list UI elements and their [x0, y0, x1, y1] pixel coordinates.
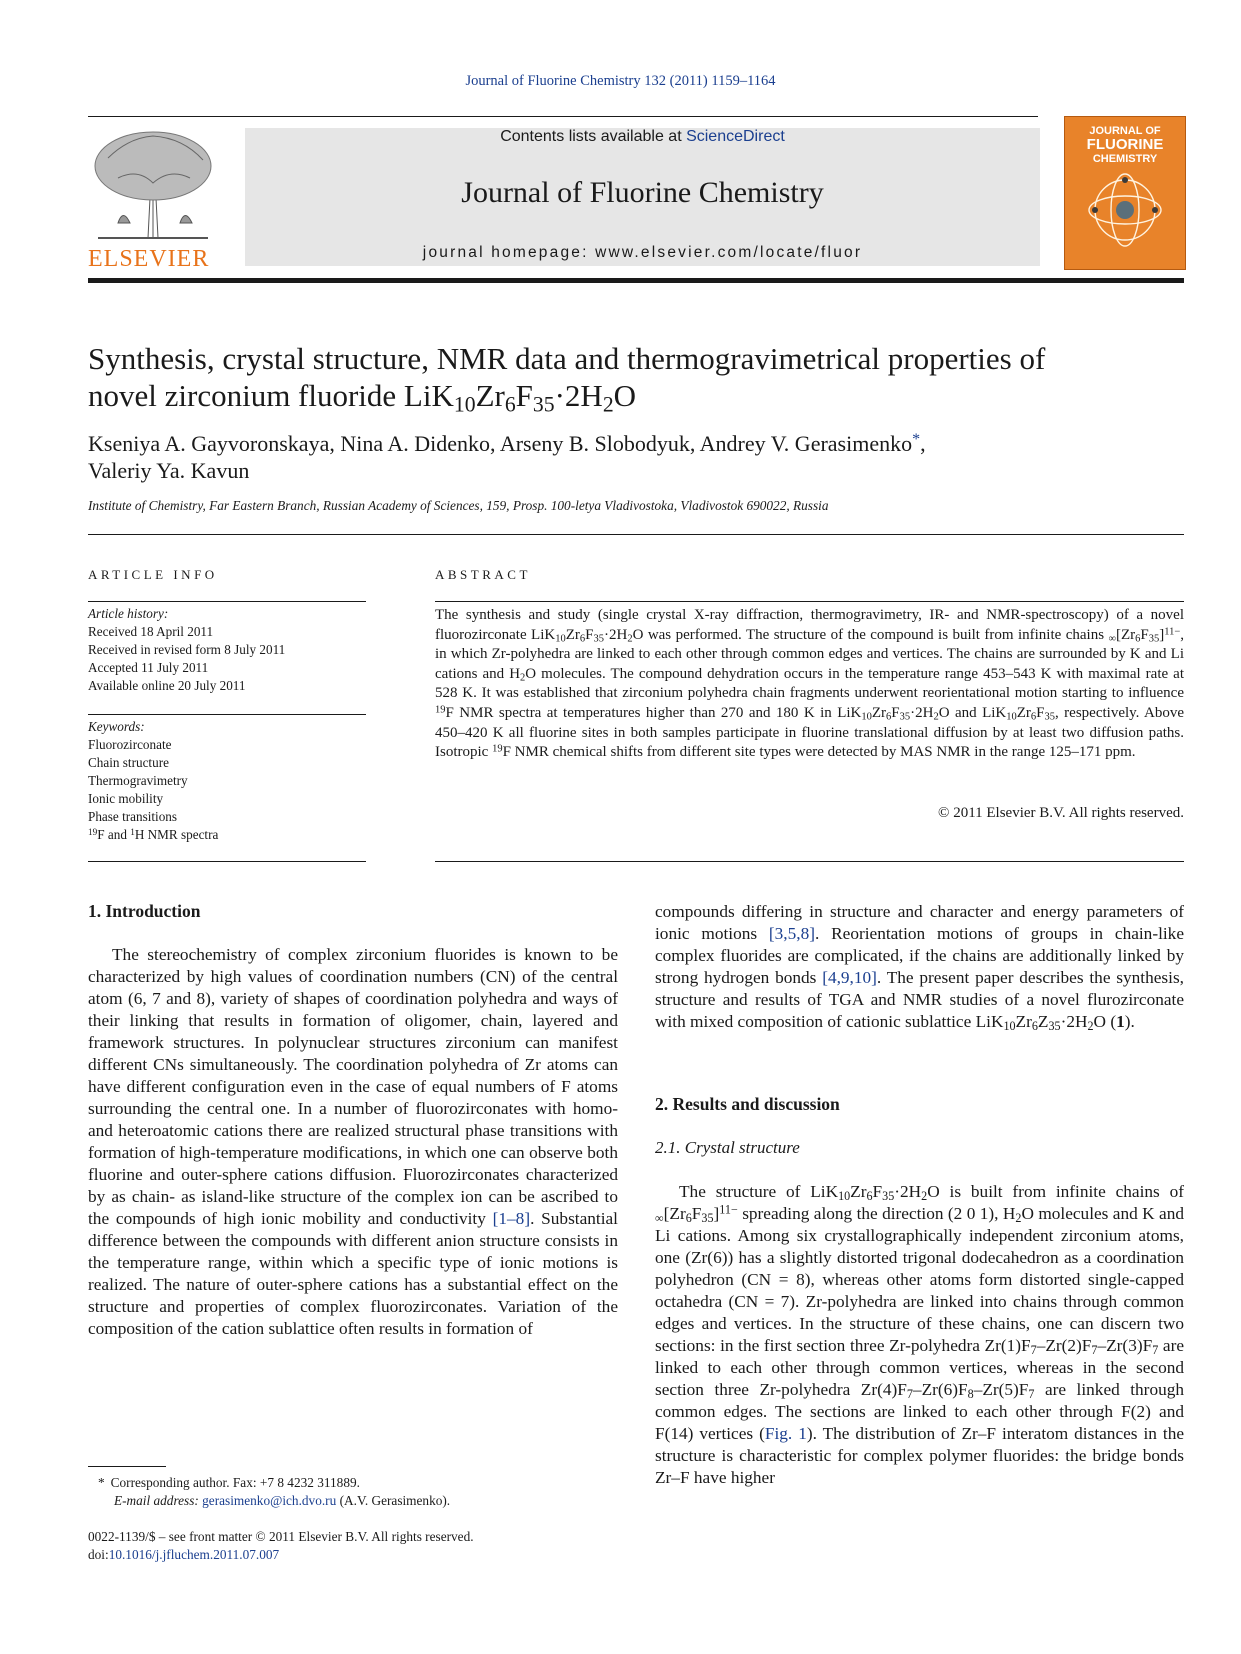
journal-homepage[interactable]: journal homepage: www.elsevier.com/locate/fluor: [422, 244, 863, 261]
abstract-rule: [435, 601, 1184, 602]
title-line1: Synthesis, crystal structure, NMR data and thermogravimetrical properties of: [88, 341, 1046, 376]
keyword: Phase transitions: [88, 809, 178, 824]
citation-link[interactable]: [3,5,8]: [768, 924, 815, 943]
header-top-rule: [88, 116, 1038, 117]
figure-link[interactable]: Fig. 1: [764, 1424, 807, 1443]
crystal-structure-paragraph: The structure of $LiK_{10}Zr_6F_{35}\cdot 2H_2O$ is built from infinite chains of $_\infty[Zr_6F_{35}]^{11-}$ spreading along the direction (2 0 1), $H_2O$ molecules and K and Li cations. Among six crystallographically independent zirconium atoms, one (Zr(6)) has a slightly distorted trigonal dodecahedron as a coordination polyhedron (CN = 8), whereas other atoms form distorted single-capped octahedra (CN = 7). Zr-polyhedra are linked into chains through common edges and vertices. In the structure of these chains, one can discern two sections: in the first section three Zr-polyhedra $Zr(1)F_7-Zr(2)F_7-Zr(3)F_7$ are linked to each other through common vertices, whereas in the second section three Zr-polyhedra $Zr(4)F_7-Zr(6)F_8-Zr(5)F_7$ are linked through common edges. The sections are linked to each other through F(2) and F(14) vertices (Fig. 1). The distribution of Zr–F interatom distances in the structure is characteristic for complex polymer fluorides: the bridge bonds Zr–F have higher: [655, 1182, 1185, 1487]
author-list: Kseniya A. Gayvoronskaya, Nina A. Didenko, Arseny B. Slobodyuk, Andrey V. Gerasimenko*, Valeriy Ya. Kavun: [88, 430, 1188, 484]
keyword: Ionic mobility: [88, 791, 164, 806]
elsevier-wordmark: ELSEVIER: [88, 246, 210, 272]
footnote: [98, 1474, 618, 1510]
corresponding-author-mark[interactable]: *: [912, 430, 921, 448]
issn-line: 0022-1139/$ – see front matter © 2011 Elsevier B.V. All rights reserved.: [88, 1529, 474, 1544]
journal-cover[interactable]: [1064, 116, 1186, 270]
cover-title-line3: CHEMISTRY: [1092, 153, 1158, 165]
contents-line: [245, 128, 1040, 146]
header-thick-rule: [88, 278, 1184, 283]
elsevier-tree-icon: [88, 128, 218, 240]
abstract-text: The synthesis and study (single crystal X-ray diffraction, thermogravimetry, IR- and NMR-spectroscopy) of a novel fluorozirconate $LiK_{10}Zr_6F_{35}\cdot 2H_2O$ was performed. The structure of the compound is built from infinite chains $_\infty[Zr_6F_{35}]^{11-}$, in which Zr-polyhedra are linked to each other through common edges and vertices. The chains are surrounded by K and Li cations and $H_2O$ molecules. The compound dehydration occurs in the temperature range 453–543 K with maximal rate at 528 K. It was established that zirconium polyhedra chain fragments underwent reorientational motion starting to influence $^{19}$F NMR spectra at temperatures higher than 270 and 180 K in $LiK_{10}Zr_6F_{35}\cdot 2H_2O$ and $LiK_{10}Zr_6F_{35}$, respectively. Above 450–420 K all fluorine sites in both samples participate in fluorine translational diffusion by at least two diffusion paths. Isotropic $^{19}$F NMR chemical shifts from different site types were detected by MAS NMR in the range 125–171 ppm.: [435, 607, 1185, 761]
atom-icon: [1065, 165, 1185, 255]
doi-link[interactable]: 10.1016/j.jfluchem.2011.07.007: [108, 1547, 280, 1562]
affiliation-rule: [88, 534, 1184, 535]
title-line2: novel zirconium fluoride $LiK_{10}Zr_6F_{35}\cdot 2H_2O$: [88, 378, 637, 417]
article-history: [88, 605, 368, 695]
elsevier-logo: [88, 128, 218, 272]
citation-link[interactable]: [4,9,10]: [822, 968, 877, 987]
journal-title: Journal of Fluorine Chemistry: [461, 176, 824, 209]
journal-citation[interactable]: Journal of Fluorine Chemistry 132 (2011) 1159–1164: [465, 73, 776, 89]
abstract-copyright: © 2011 Elsevier B.V. All rights reserved.: [938, 805, 1184, 821]
citation-link[interactable]: [1–8]: [492, 1209, 531, 1228]
footnote-corresponding: Corresponding author. Fax: +7 8 4232 311889.: [110, 1475, 360, 1490]
article-info-heading: ARTICLE INFO: [88, 567, 218, 582]
email-label: E-mail address:: [114, 1493, 203, 1508]
keyword: Thermogravimetry: [88, 773, 188, 788]
intro-heading: 1. Introduction: [88, 901, 201, 921]
history-revised: Received in revised form 8 July 2011: [88, 642, 286, 657]
history-received: Received 18 April 2011: [88, 624, 214, 639]
sciencedirect-link[interactable]: ScienceDirect: [686, 128, 785, 145]
abstract-heading: ABSTRACT: [435, 567, 531, 582]
issn-block: [88, 1528, 648, 1564]
email-suffix: (A.V. Gerasimenko).: [336, 1493, 451, 1508]
footnote-rule: [88, 1466, 166, 1467]
keyword: Chain structure: [88, 755, 169, 770]
authors-line1: Kseniya A. Gayvoronskaya, Nina A. Didenko, Arseny B. Slobodyuk, Andrey V. Gerasimenko: [88, 431, 913, 456]
keyword: $^{19}$F and $^1$H NMR spectra: [88, 826, 219, 842]
keyword: Fluorozirconate: [88, 737, 172, 752]
history-label: Article history:: [88, 606, 169, 621]
contents-prefix: Contents lists available at: [500, 128, 687, 145]
authors-line2: Valeriy Ya. Kavun: [88, 458, 250, 483]
abstract-bottom-rule: [435, 861, 1184, 862]
history-online: Available online 20 July 2011: [88, 678, 246, 693]
keywords-rule: [88, 714, 366, 715]
crystal-heading: 2.1. Crystal structure: [655, 1138, 800, 1157]
history-accepted: Accepted 11 July 2011: [88, 660, 209, 675]
intro-paragraph: The stereochemistry of complex zirconium fluorides is known to be characterized by high values of coordination numbers (CN) of the central atom (6, 7 and 8), variety of shapes of coordination polyhedra and ways of their linking that results in formation of oligomer, chain, layered and framework structures. In polynuclear structures zirconium can manifest different CNs simultaneously. The coordination polyhedra of Zr atoms can have different configuration even in the case of equal numbers of F atoms surrounding the central one. In a number of fluorozirconates with homo- and heteroatomic cations there are realized structural phase transitions with formation of high-temperature modifications, in which one can observe both fluorine and outer-sphere cations diffusion. Fluorozirconates characterized by as chain- as island-like structure of the complex ion can be ascribed to the compounds of high ionic mobility and conductivity [1–8]. Substantial difference between the compounds with different anion structure consists in the temperature range, within which a specific type of ionic motions is realized. The nature of outer-sphere cations has a substantial effect on the structure and properties of complex fluorozirconates. Variation of the composition of the cation sublattice often results in formation of: [88, 945, 618, 1338]
article-info-bottom-rule: [88, 861, 366, 862]
keywords-label: Keywords:: [88, 719, 145, 734]
email-link[interactable]: gerasimenko@ich.dvo.ru: [202, 1493, 337, 1508]
doi-label: doi:: [88, 1547, 109, 1562]
affiliation: Institute of Chemistry, Far Eastern Branch, Russian Academy of Sciences, 159, Prosp. 100-letya Vladivostoka, Vladivostok 690022, Russia: [88, 498, 829, 513]
footnote-star: *: [98, 1475, 105, 1490]
results-heading: 2. Results and discussion: [655, 1094, 840, 1114]
article-title: [88, 340, 1188, 417]
keywords: [88, 718, 368, 844]
intro-continued: compounds differing in structure and character and energy parameters of ionic motions [3,5,8]. Reorientation motions of groups in chain-like complex fluorides are complicated, if the chains are additionally linked by strong hydrogen bonds [4,9,10]. The present paper describes the synthesis, structure and results of TGA and NMR studies of a novel flurozirconate with mixed composition of cationic sublattice $LiK_{10}Zr_6Z_{35}\cdot 2H_2O$ (1).: [655, 902, 1184, 1034]
article-info-rule: [88, 601, 366, 602]
cover-title-line2: FLUORINE: [1086, 136, 1164, 153]
cover-title-line1: JOURNAL OF: [1089, 125, 1161, 137]
